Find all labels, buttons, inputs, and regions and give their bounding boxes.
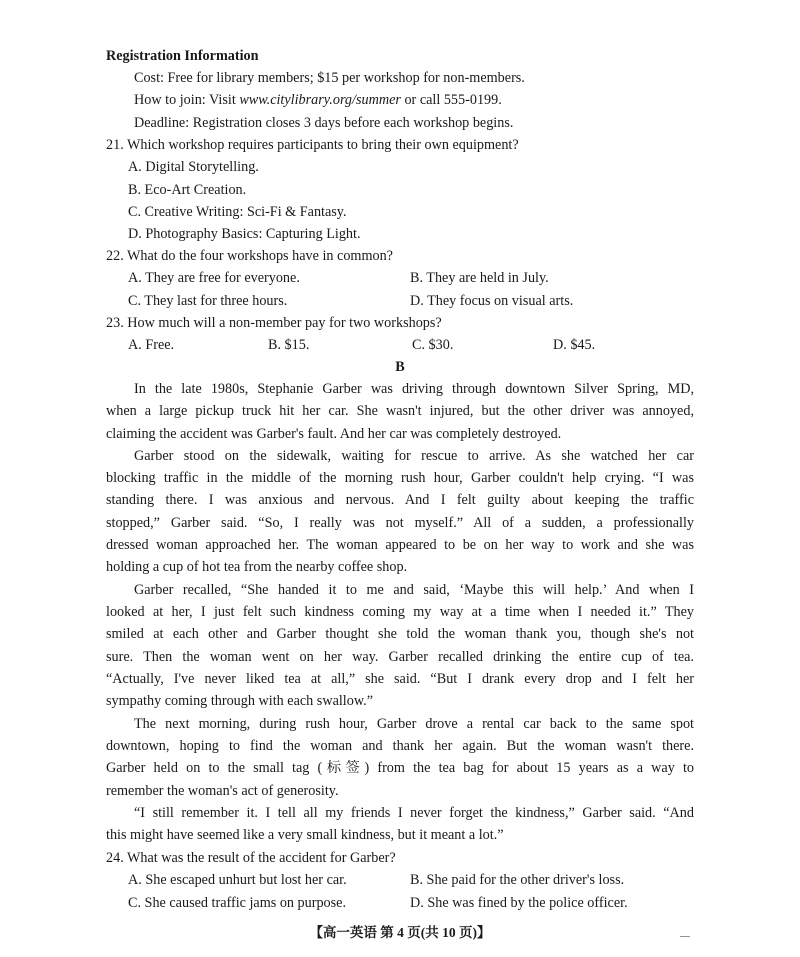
passage-line: claiming the accident was Garber's fault. And her car was completely destroyed. [106, 426, 562, 442]
corner-mark: — [680, 931, 690, 942]
section-b-label: B [395, 359, 405, 375]
passage-line: The next morning, during rush hour, Garber drove a rental car back to the same spot [134, 716, 694, 732]
passage-line: when a large pickup truck hit her car. She wasn't injured, but the other driver was annoyed, [106, 403, 694, 419]
passage-line: this might have seemed like a very small kindness, but it meant a lot.” [106, 827, 504, 843]
passage-line: smiled at each other and Garber thought she told the woman thank you, though she's not [106, 626, 694, 642]
question-21-option-c: C. Creative Writing: Sci-Fi & Fantasy. [128, 204, 347, 220]
question-24-option-c: C. She caused traffic jams on purpose. [128, 895, 347, 911]
page-footer: 【高一英语 第 4 页(共 10 页)】 [309, 925, 491, 940]
registration-cost: Cost: Free for library members; $15 per workshop for non-members. [134, 70, 525, 86]
passage-line: Garber recalled, “She handed it to me and said, ‘Maybe this will help.’ And when I [134, 582, 694, 598]
passage-line: “I still remember it. I tell all my friends I never forget the kindness,” Garber said. “And [134, 805, 694, 821]
question-24-option-b: B. She paid for the other driver's loss. [410, 872, 625, 888]
question-22-option-c: C. They last for three hours. [128, 293, 288, 309]
question-23-option-d: D. $45. [553, 337, 596, 353]
passage-line: sure. Then the woman went on her way. Garber recalled drinking the entire cup of tea. [106, 649, 694, 665]
question-23-option-a: A. Free. [128, 337, 175, 353]
how-to-join-phone: or call 555-0199. [400, 92, 502, 108]
passage-line: looked at her, I just felt such kindness coming my way at a time when I needed it.” They [106, 604, 694, 620]
question-21-option-b: B. Eco-Art Creation. [128, 182, 247, 198]
question-22-option-b: B. They are held in July. [410, 270, 549, 286]
question-24-option-a: A. She escaped unhurt but lost her car. [128, 872, 347, 888]
library-url: www.citylibrary.org/summer [239, 92, 401, 108]
registration-deadline: Deadline: Registration closes 3 days before each workshop begins. [134, 115, 514, 131]
question-22-option-d: D. They focus on visual arts. [410, 293, 574, 309]
passage-line: stopped,” Garber said. “So, I really was not myself.” All of a sudden, a professionally [106, 515, 694, 531]
question-23-option-b: B. $15. [268, 337, 310, 353]
question-24-stem: 24. What was the result of the accident for Garber? [106, 850, 396, 866]
question-21-option-d: D. Photography Basics: Capturing Light. [128, 226, 361, 242]
how-to-join-label: How to join: Visit [134, 92, 240, 108]
question-24-option-d: D. She was fined by the police officer. [410, 895, 628, 911]
question-23-stem: 23. How much will a non-member pay for two workshops? [106, 315, 442, 331]
question-23-option-c: C. $30. [412, 337, 454, 353]
passage-line: sympathy coming through with each swallow.” [106, 693, 374, 709]
question-22-stem: 22. What do the four workshops have in common? [106, 248, 393, 264]
passage-line: blocking traffic in the middle of the morning rush hour, Garber couldn't help crying. “I was [106, 470, 694, 486]
question-21-option-a: A. Digital Storytelling. [128, 159, 259, 175]
passage-line: downtown, hoping to find the woman and thank her again. But the woman wasn't there. [106, 738, 694, 754]
registration-heading: Registration Information [106, 48, 259, 64]
passage-line: standing there. I was anxious and nervous. And I felt guilty about keeping the traffic [106, 492, 694, 508]
question-21-stem: 21. Which workshop requires participants to bring their own equipment? [106, 137, 519, 153]
passage-line: Garber stood on the sidewalk, waiting for rescue to arrive. As she watched her car [134, 448, 694, 464]
passage-line: holding a cup of hot tea from the nearby coffee shop. [106, 559, 408, 575]
passage-line: remember the woman's act of generosity. [106, 783, 339, 799]
question-22-option-a: A. They are free for everyone. [128, 270, 300, 286]
passage-line: “Actually, I've never liked tea at all,” she said. “But I drank every drop and I felt her [106, 671, 694, 687]
registration-how-to-join [134, 90, 502, 110]
passage-line: Garber held on to the small tag (标签) from the tea bag for about 15 years as a way to [106, 760, 694, 776]
passage-line: In the late 1980s, Stephanie Garber was driving through downtown Silver Spring, MD, [134, 381, 694, 397]
passage-line: dressed woman approached her. The woman appeared to be on her way to work and she was [106, 537, 694, 553]
